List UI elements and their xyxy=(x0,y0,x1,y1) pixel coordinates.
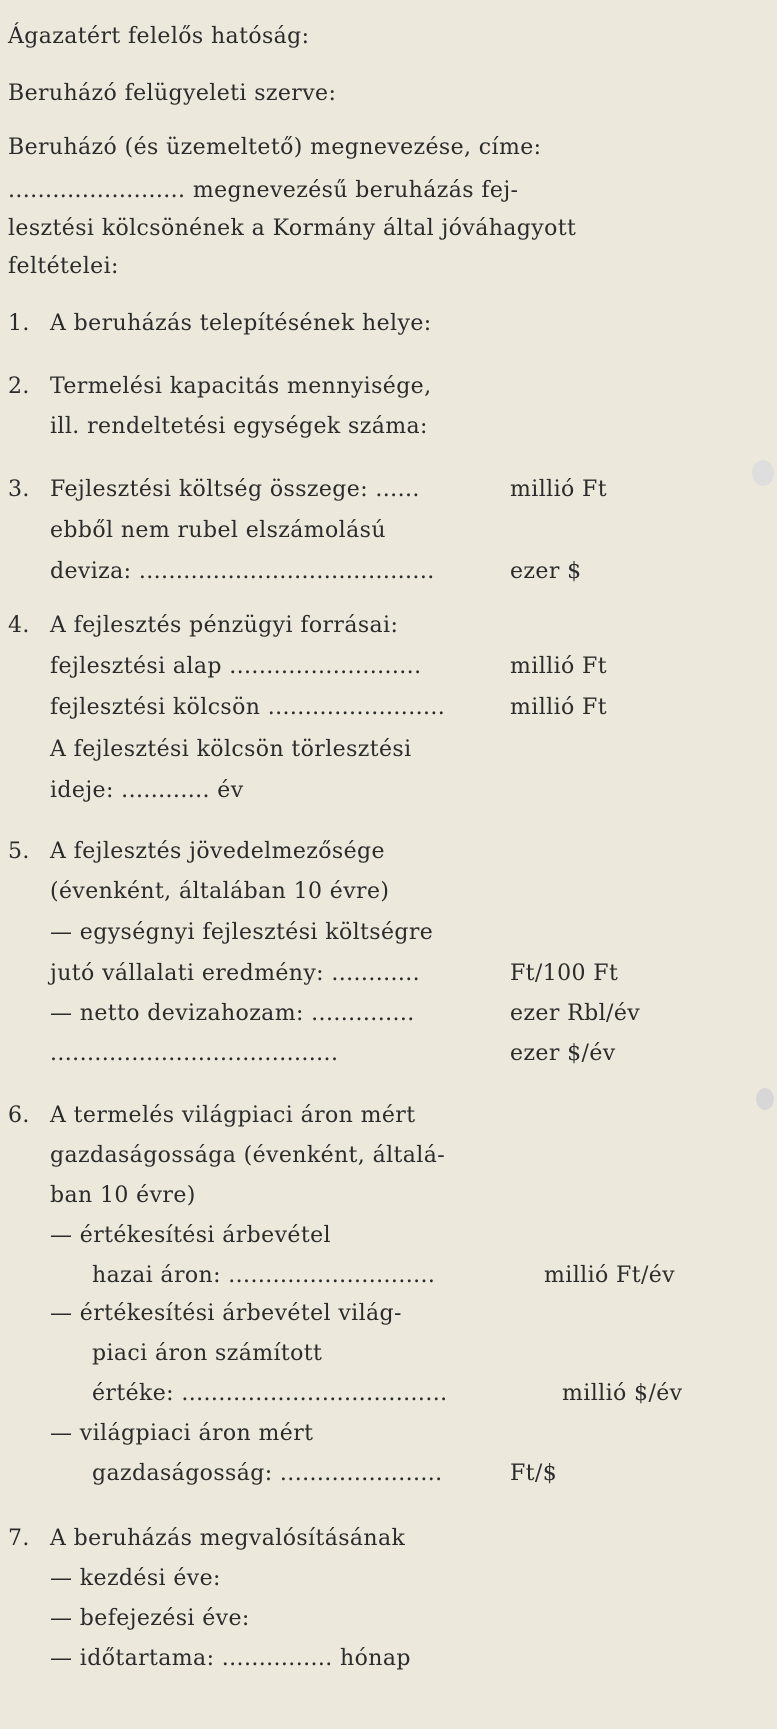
item-line: A beruházás telepítésének helye: xyxy=(50,311,432,336)
item-line: hazai áron: ............................ xyxy=(92,1263,436,1288)
item-line: gazdaságosság: ...................... xyxy=(92,1461,443,1486)
item-line: — befejezési éve: xyxy=(50,1606,250,1631)
item-number: 1. xyxy=(8,311,30,336)
item-line: — világpiaci áron mért xyxy=(50,1421,314,1446)
item-line: A fejlesztés pénzügyi forrásai: xyxy=(50,613,399,638)
header-line: Beruházó felügyeleti szerve: xyxy=(8,81,337,106)
item-unit: ezer $ xyxy=(510,559,582,584)
item-line: — netto devizahozam: .............. xyxy=(50,1001,415,1026)
item-line: ....................................... xyxy=(50,1041,339,1066)
item-unit: ezer $/év xyxy=(510,1041,616,1066)
item-number: 5. xyxy=(8,839,30,864)
item-unit: millió Ft xyxy=(510,654,607,679)
item-number: 3. xyxy=(8,477,30,502)
item-line: értéke: .................................... xyxy=(92,1381,448,1406)
item-line: Termelési kapacitás mennyisége, xyxy=(50,374,432,399)
item-line: fejlesztési kölcsön ........................ xyxy=(50,695,446,720)
item-line: ebből nem rubel elszámolású xyxy=(50,518,386,543)
item-number: 2. xyxy=(8,374,30,399)
item-line: ideje: ............ év xyxy=(50,778,244,803)
header-line: lesztési kölcsönének a Kormány által jóváhagyott xyxy=(8,216,577,241)
item-line: piaci áron számított xyxy=(92,1341,323,1366)
item-line: jutó vállalati eredmény: ............ xyxy=(50,961,421,986)
item-line: fejlesztési alap .......................... xyxy=(50,654,422,679)
header-line: Beruházó (és üzemeltető) megnevezése, címe: xyxy=(8,135,542,160)
item-unit: Ft/100 Ft xyxy=(510,961,619,986)
item-unit: millió Ft/év xyxy=(544,1263,676,1288)
item-line: A termelés világpiaci áron mért xyxy=(50,1103,416,1128)
item-line: gazdaságossága (évenként, általá- xyxy=(50,1143,446,1168)
item-unit: Ft/$ xyxy=(510,1461,558,1486)
paper-speck xyxy=(752,460,774,486)
item-unit: millió Ft xyxy=(510,695,607,720)
item-line: Fejlesztési költség összege: ...... xyxy=(50,477,420,502)
item-number: 6. xyxy=(8,1103,30,1128)
item-unit: millió $/év xyxy=(562,1381,683,1406)
header-line: Ágazatért felelős hatóság: xyxy=(8,24,310,49)
item-line: A beruházás megvalósításának xyxy=(50,1526,406,1551)
item-line: — időtartama: ............... hónap xyxy=(50,1646,411,1671)
header-line: feltételei: xyxy=(8,254,119,279)
paper-speck xyxy=(756,1088,774,1110)
item-line: ill. rendeltetési egységek száma: xyxy=(50,414,428,439)
item-line: ban 10 évre) xyxy=(50,1183,196,1208)
item-number: 4. xyxy=(8,613,30,638)
item-line: — kezdési éve: xyxy=(50,1566,221,1591)
item-line: (évenként, általában 10 évre) xyxy=(50,879,390,904)
item-line: A fejlesztési kölcsön törlesztési xyxy=(50,737,412,762)
item-line: A fejlesztés jövedelmezősége xyxy=(50,839,385,864)
item-line: — értékesítési árbevétel xyxy=(50,1223,331,1248)
item-line: deviza: ........................................ xyxy=(50,559,435,584)
item-number: 7. xyxy=(8,1526,30,1551)
item-unit: millió Ft xyxy=(510,477,607,502)
item-line: — értékesítési árbevétel világ- xyxy=(50,1301,402,1326)
header-line: ........................ megnevezésű beruházás fej- xyxy=(8,178,519,203)
item-unit: ezer Rbl/év xyxy=(510,1001,641,1026)
item-line: — egységnyi fejlesztési költségre xyxy=(50,920,434,945)
